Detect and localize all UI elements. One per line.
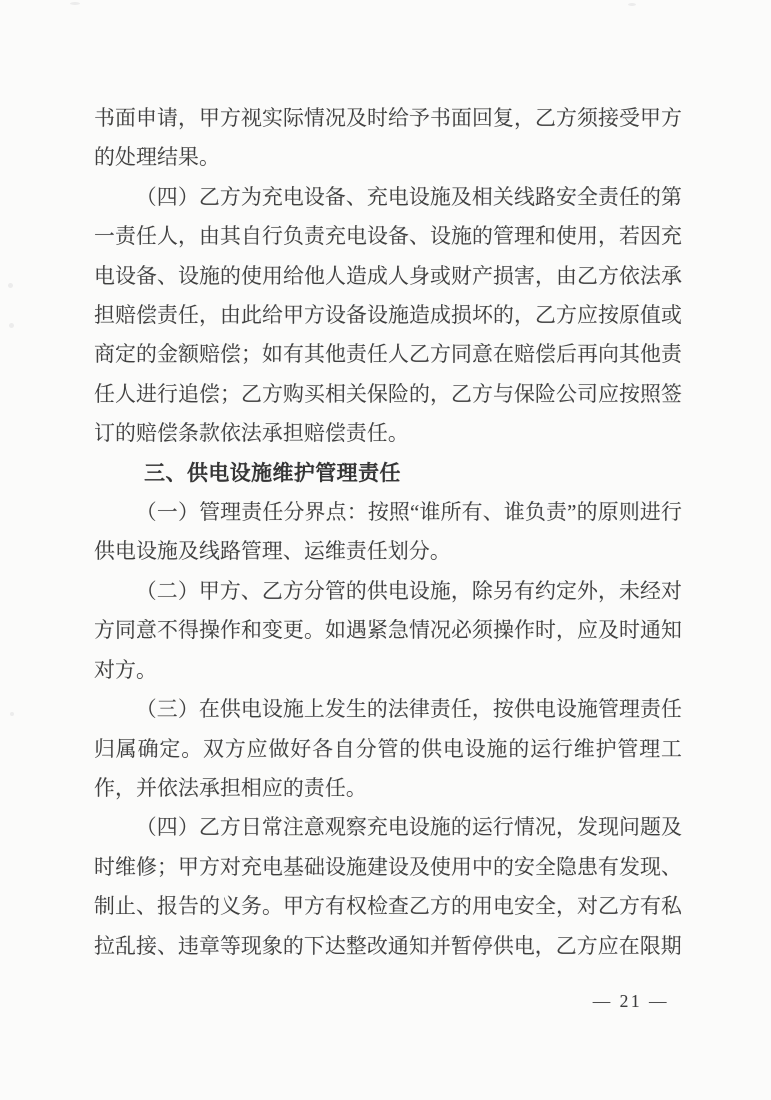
paragraph-clause-2-no-unauthorized-operation: （二）甲方、乙方分管的供电设施，除另有约定外，未经对方同意不得操作和变更。如遇紧急情况必须操作时，应及时通知对方。 [94, 578, 682, 682]
paragraph-clause-4-charging-equipment-liability: （四）乙方为充电设备、充电设施及相关线路安全责任的第一责任人，由其自行负责充电设备、设施的管理和使用，若因充电设备、设施的使用给他人造成人身或财产损害，由乙方依法承担赔偿责任，由此给甲方设备设施造成损坏的，乙方应按原值或商定的金额赔偿；如有其他责任人乙方同意在赔偿后再向其他责任人进行追偿；乙方购买相关保险的，乙方与保险公司应按照签订的赔偿条款依法承担赔偿责任。 [94, 184, 682, 446]
scan-noise-speck [628, 3, 636, 6]
scan-noise-speck [70, 2, 80, 5]
scan-noise-speck [8, 283, 13, 288]
paragraph-clause-1-management-boundary: （一）管理责任分界点：按照“谁所有、谁负责”的原则进行供电设施及线路管理、运维责任划分。 [94, 500, 682, 564]
paragraph-clause-4-daily-inspection: （四）乙方日常注意观察充电设施的运行情况，发现问题及时维修；甲方对充电基础设施建设及使用中的安全隐患有发现、制止、报告的义务。甲方有权检查乙方的用电安全，对乙方有私拉乱接、违章等现象的下达整改通知并暂停供电，乙方应在限期 [94, 815, 682, 958]
paragraph-clause-3-legal-liability: （三）在供电设施上发生的法律责任，按供电设施管理责任归属确定。双方应做好各自分管的供电设施的运行维护管理工作，并依法承担相应的责任。 [94, 697, 682, 800]
paragraph-continuation: 书面申请，甲方视实际情况及时给予书面回复，乙方须接受甲方的处理结果。 [94, 106, 682, 170]
page-number: — 21 — [592, 991, 669, 1011]
document-body [94, 99, 682, 966]
scan-noise-speck [10, 712, 14, 716]
scan-noise-speck [9, 323, 14, 328]
section-heading-3-power-facility-maintenance: 三、供电设施维护管理责任 [144, 461, 401, 485]
